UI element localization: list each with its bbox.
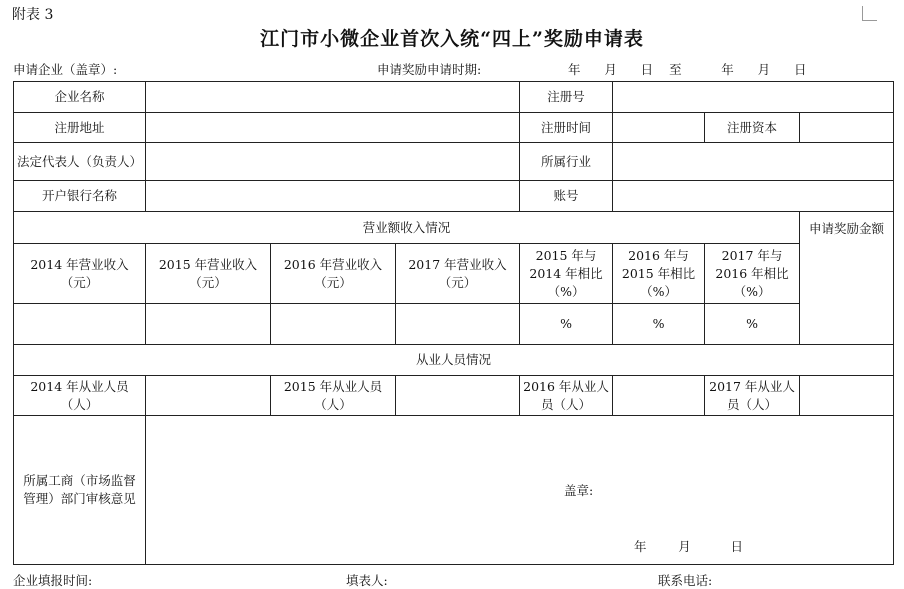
growth-2017-field[interactable]: %: [705, 304, 800, 345]
appendix-label: 附表 3: [12, 7, 54, 23]
reg-no-label: 注册号: [520, 82, 613, 113]
reg-capital-label: 注册资本: [705, 113, 800, 143]
employees-2014-field[interactable]: [146, 376, 271, 416]
review-field[interactable]: [146, 416, 894, 565]
reward-amount-text: 申请奖励金额: [809, 221, 885, 236]
industry-label: 所属行业: [520, 143, 613, 181]
industry-field[interactable]: [613, 143, 894, 181]
employees-2016-label: 2016 年从业人员（人）: [520, 376, 613, 416]
applicant-label: 申请企业（盖章）:: [13, 62, 118, 77]
growth-2015-field[interactable]: %: [520, 304, 613, 345]
legal-rep-label: 法定代表人（负责人）: [14, 143, 146, 181]
growth-2015-header: 2015 年与 2014 年相比（%）: [520, 244, 613, 304]
seal-label: 盖章:: [564, 483, 594, 498]
revenue-2014-field[interactable]: [14, 304, 146, 345]
employees-2014-label: 2014 年从业人员（人）: [14, 376, 146, 416]
reg-time-label: 注册时间: [520, 113, 613, 143]
employees-2016-field[interactable]: [613, 376, 705, 416]
employees-2015-label: 2015 年从业人员（人）: [271, 376, 396, 416]
reg-address-field[interactable]: [146, 113, 520, 143]
revenue-2015-header: 2015 年营业收入（元）: [146, 244, 271, 304]
reward-amount-label: [800, 212, 894, 345]
period-label: 申请奖励申请时期:: [377, 62, 482, 77]
growth-2017-header: 2017 年与 2016 年相比（%）: [705, 244, 800, 304]
corner-mark: [862, 6, 877, 21]
reg-no-field[interactable]: [613, 82, 894, 113]
revenue-section-title: 营业额收入情况: [14, 212, 800, 244]
revenue-2017-field[interactable]: [396, 304, 520, 345]
bank-name-field[interactable]: [146, 181, 520, 212]
revenue-2017-header: 2017 年营业收入（元）: [396, 244, 520, 304]
growth-2016-header: 2016 年与 2015 年相比（%）: [613, 244, 705, 304]
revenue-2015-field[interactable]: [146, 304, 271, 345]
legal-rep-field[interactable]: [146, 143, 520, 181]
employees-2015-field[interactable]: [396, 376, 520, 416]
filler-label: 填表人:: [346, 573, 388, 588]
employees-2017-field[interactable]: [800, 376, 894, 416]
revenue-2014-header: 2014 年营业收入（元）: [14, 244, 146, 304]
period-dates: 年 月 日 至 年 月 日: [568, 62, 807, 77]
form-title: 江门市小微企业首次入统“四上”奖励申请表: [260, 28, 644, 50]
fill-time-label: 企业填报时间:: [13, 573, 93, 588]
reg-time-field[interactable]: [613, 113, 705, 143]
employees-2017-label: 2017 年从业人员（人）: [705, 376, 800, 416]
application-table: [13, 81, 894, 565]
review-date: 年 月 日: [634, 539, 744, 554]
company-name-label: 企业名称: [14, 82, 146, 113]
revenue-2016-header: 2016 年营业收入（元）: [271, 244, 396, 304]
account-no-label: 账号: [520, 181, 613, 212]
review-label: 所属工商（市场监督管理）部门审核意见: [14, 416, 146, 565]
bank-name-label: 开户银行名称: [14, 181, 146, 212]
account-no-field[interactable]: [613, 181, 894, 212]
growth-2016-field[interactable]: %: [613, 304, 705, 345]
reg-capital-field[interactable]: [800, 113, 894, 143]
phone-label: 联系电话:: [658, 573, 713, 588]
reg-address-label: 注册地址: [14, 113, 146, 143]
employee-section-title: 从业人员情况: [14, 345, 894, 376]
company-name-field[interactable]: [146, 82, 520, 113]
revenue-2016-field[interactable]: [271, 304, 396, 345]
